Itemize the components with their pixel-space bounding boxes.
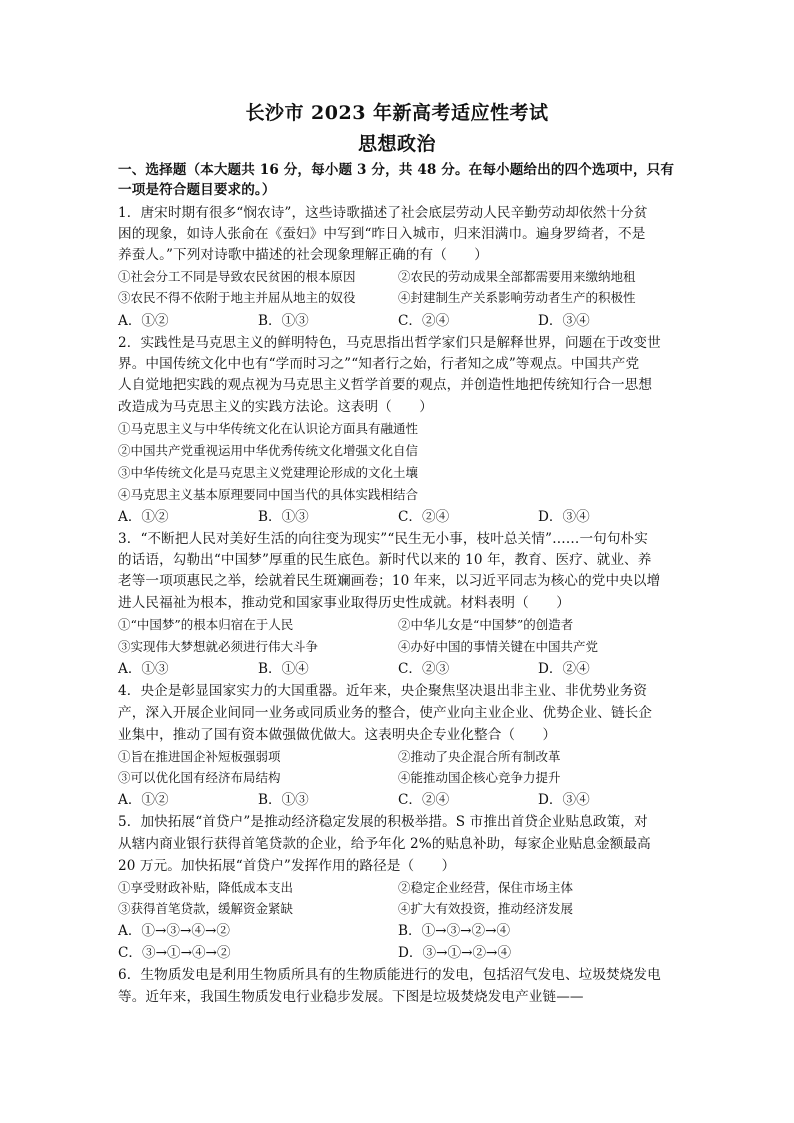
question-4-item: ②推动了央企混合所有制改革 <box>398 749 561 764</box>
question-1-choice-d[interactable]: D．③④ <box>538 313 590 329</box>
question-3-stem: 老等一项项惠民之举，绘就着民生斑斓画卷；10 年来，以习近平同志为核心的党中央以增 <box>118 573 661 589</box>
question-1-item: ④封建制生产关系影响劳动者生产的积极性 <box>398 290 636 305</box>
question-4-stem: 产，深入开展企业间同一业务或同质业务的整合，使产业向主业企业、优势企业、链长企 <box>118 705 653 721</box>
question-3-item: ④办好中国的事情关键在中国共产党 <box>398 639 599 654</box>
question-1-item: ①社会分工不同是导致农民贫困的根本原因 <box>118 269 356 284</box>
question-2-choice-b[interactable]: B．①③ <box>258 509 309 525</box>
question-6-stem: 6．生物质发电是利用生物质所具有的生物质能进行的发电，包括沼气发电、垃圾焚烧发电 <box>118 967 661 983</box>
question-1-item: ③农民不得不依附于地主并屈从地主的奴役 <box>118 290 356 305</box>
question-2-choice-d[interactable]: D．③④ <box>538 509 590 525</box>
subject-title: 思想政治 <box>357 133 436 155</box>
question-5-stem: 从辖内商业银行获得首笔贷款的企业，给予年化 2%的贴息补助，每家企业贴息金额最高 <box>118 836 651 852</box>
question-5-stem: 5．加快拓展“首贷户”是推动经济稳定发展的积极举措。S 市推出首贷企业贴息政策，对 <box>118 814 648 830</box>
question-2-stem: 改造成为马克思主义的实践方法论。这表明（ ） <box>118 399 433 415</box>
question-4-item: ③可以优化国有经济布局结构 <box>118 770 281 785</box>
question-2-item: ④马克思主义基本原理要同中国当代的具体实践相结合 <box>118 487 419 502</box>
question-1-choice-b[interactable]: B．①③ <box>258 313 309 329</box>
question-2-stem: 界。中国传统文化中也有“学而时习之”“知者行之始，行者知之成”等观点。中国共产党 <box>118 356 640 372</box>
question-5-stem: 20 万元。加快拓展“首贷户”发挥作用的路径是（ ） <box>118 858 456 874</box>
question-5-item: ①享受财政补贴，降低成本支出 <box>118 880 294 895</box>
question-2-choice-a[interactable]: A．①② <box>118 509 169 525</box>
question-3-item: ③实现伟大梦想就必须进行伟大斗争 <box>118 639 319 654</box>
question-3-choice-a[interactable]: A．①③ <box>118 661 169 677</box>
question-5-choice-a[interactable]: A．①→③→④→② <box>118 923 230 939</box>
question-4-choice-a[interactable]: A．①② <box>118 792 169 808</box>
question-2-stem: 2．实践性是马克思主义的鲜明特色，马克思指出哲学家们只是解释世界，问题在于改变世 <box>118 335 661 351</box>
question-5-item: ③获得首笔贷款，缓解资金紧缺 <box>118 901 294 916</box>
question-2-stem: 人自觉地把实践的观点视为马克思主义哲学首要的观点，并创造性地把传统知行合一思想 <box>118 377 653 393</box>
question-5-item: ②稳定企业经营，保住市场主体 <box>398 880 574 895</box>
question-3-stem: 进人民福祉为根本，推动党和国家事业取得历史性成就。材料表明（ ） <box>118 595 570 611</box>
question-5-item: ④扩大有效投资，推动经济发展 <box>398 901 574 916</box>
question-4-stem: 4．央企是彰显国家实力的大国重器。近年来，央企聚焦坚决退出非主业、非优势业务资 <box>118 683 648 699</box>
question-3-item: ②中华儿女是“中国梦”的创造者 <box>398 617 574 632</box>
question-1-choice-c[interactable]: C．②④ <box>398 313 450 329</box>
question-4-choice-b[interactable]: B．①③ <box>258 792 309 808</box>
question-1-stem: 1．唐宋时期有很多“悯农诗”，这些诗歌描述了社会底层劳动人民辛勤劳动却依然十分贫 <box>118 205 648 221</box>
question-3-stem: 3．“不断把人民对美好生活的向往变为现实”“民生无小事，枝叶总关情”……一句句朴实 <box>118 531 648 547</box>
question-2-item: ①马克思主义与中华传统文化在认识论方面具有融通性 <box>118 421 419 436</box>
question-4-item: ①旨在推进国企补短板强弱项 <box>118 749 281 764</box>
question-2-choice-c[interactable]: C．②④ <box>398 509 450 525</box>
question-2-item: ③中华传统文化是马克思主义党建理论形成的文化土壤 <box>118 465 419 480</box>
question-1-stem: 养蚕人。”下列对诗歌中描述的社会现象理解正确的有（ ） <box>118 247 488 263</box>
question-4-choice-c[interactable]: C．②④ <box>398 792 450 808</box>
question-3-stem: 的话语，勾勒出“中国梦”厚重的民生底色。新时代以来的 10 年，教育、医疗、就业、养 <box>118 552 652 568</box>
question-3-choice-d[interactable]: D．②④ <box>538 661 590 677</box>
question-5-choice-c[interactable]: C．③→①→④→② <box>118 945 231 961</box>
question-4-item: ④能推动国企核心竞争力提升 <box>398 770 561 785</box>
question-2-item: ②中国共产党重视运用中华优秀传统文化增强文化自信 <box>118 443 419 458</box>
question-1-choice-a[interactable]: A．①② <box>118 313 169 329</box>
question-3-item: ①“中国梦”的根本归宿在于人民 <box>118 617 294 632</box>
section-heading: 一、选择题（本大题共 16 分，每小题 3 分，共 48 分。在每小题给出的四个选项中，只有 <box>118 162 675 178</box>
section-heading-cont: 一项是符合题目要求的。） <box>118 182 276 198</box>
question-4-stem: 业集中，推动了国有资本做强做优做大。这表明央企专业化整合（ ） <box>118 727 557 743</box>
question-4-choice-d[interactable]: D．③④ <box>538 792 590 808</box>
question-5-choice-d[interactable]: D．③→①→②→④ <box>398 945 512 961</box>
question-1-stem: 困的现象，如诗人张俞在《蚕妇》中写到“昨日入城市，归来泪满巾。遍身罗绮者，不是 <box>118 226 646 242</box>
question-1-item: ②农民的劳动成果全部都需要用来缴纳地租 <box>398 269 636 284</box>
question-5-choice-b[interactable]: B．①→③→②→④ <box>398 923 511 939</box>
question-3-choice-b[interactable]: B．①④ <box>258 661 309 677</box>
question-3-choice-c[interactable]: C．②③ <box>398 661 450 677</box>
exam-title: 长沙市 2023 年新高考适应性考试 <box>245 102 549 124</box>
question-6-stem: 等。近年来，我国生物质发电行业稳步发展。下图是垃圾焚烧发电产业链—— <box>118 989 584 1005</box>
